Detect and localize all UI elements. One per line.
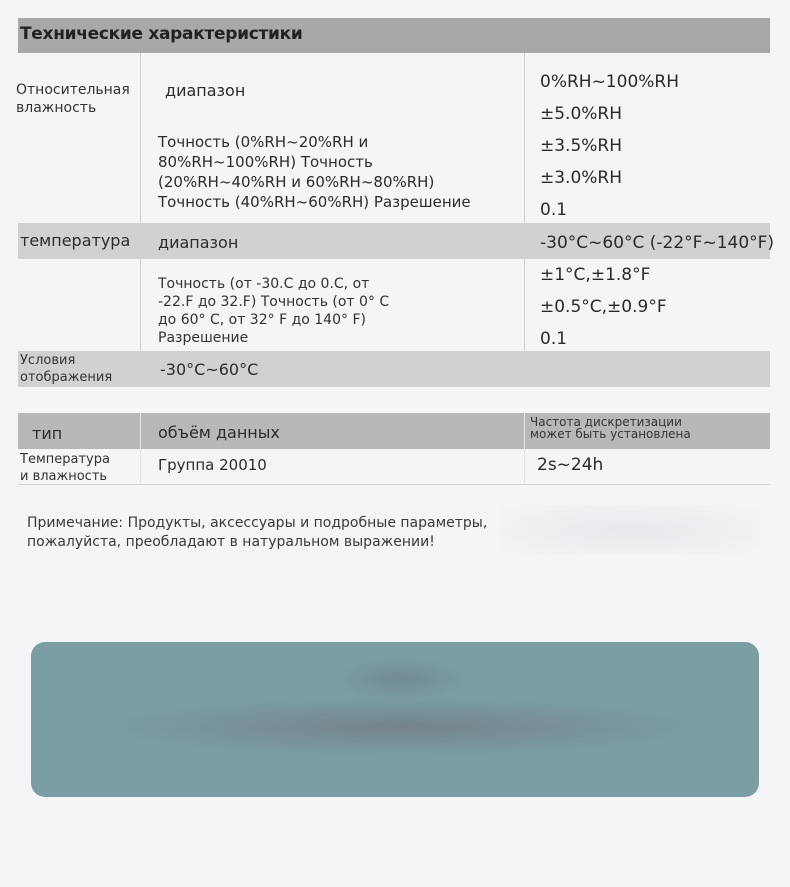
temperature-accuracy-value: ±1°C,±1.8°F <box>540 265 651 285</box>
header-type: тип <box>32 424 63 443</box>
column-divider <box>140 259 141 351</box>
humidity-accuracy-value: ±5.0%RH <box>540 104 623 124</box>
header-sampling-rate: Частота дискретизации может быть установлена <box>530 415 691 441</box>
banner-blur-shape <box>331 657 471 702</box>
humidity-range-label: диапазон <box>165 81 246 100</box>
row-sampling-rate: 2s~24h <box>537 455 604 475</box>
humidity-label: Относительная влажность <box>16 82 130 116</box>
temperature-accuracy-value: ±0.5°C,±0.9°F <box>540 297 667 317</box>
temperature-range-label: диапазон <box>158 233 239 252</box>
display-conditions-row <box>18 351 770 387</box>
table-bottom-border <box>18 484 770 485</box>
footnote: Примечание: Продукты, аксессуары и подробные параметры, пожалуйста, преобладают в натуральном выражении! <box>27 515 488 550</box>
header-data-volume: объём данных <box>158 423 280 442</box>
humidity-range-value: 0%RH~100%RH <box>540 72 680 92</box>
column-divider <box>524 259 525 351</box>
temperature-range-value: -30°C~60°C (-22°F~140°F) <box>540 233 775 253</box>
temperature-label: температура <box>20 231 131 250</box>
display-conditions-label: Условия отображения <box>20 353 113 385</box>
humidity-accuracy-value: ±3.0%RH <box>540 168 623 188</box>
humidity-accuracy-text: Точность (0%RH~20%RH и 80%RH~100%RH) Точность (20%RH~40%RH и 60%RH~80%RH) Точность (40%RH~60%RH) Разрешение <box>158 133 471 211</box>
temperature-accuracy-text: Точность (от -30.C до 0.C, от -22.F до 32.F) Точность (от 0° C до 60° C, от 32° F до 140° F) Разрешение <box>158 276 390 346</box>
banner-blur-shape <box>91 697 711 757</box>
temperature-resolution-value: 0.1 <box>540 329 568 349</box>
section-title: Технические характеристики <box>20 24 303 44</box>
display-conditions-value: -30°C~60°C <box>160 360 259 379</box>
humidity-resolution-value: 0.1 <box>540 200 568 220</box>
humidity-accuracy-value: ±3.5%RH <box>540 136 623 156</box>
blurred-area <box>500 505 760 555</box>
column-divider <box>524 53 525 223</box>
column-divider <box>140 413 141 484</box>
blurred-banner-image <box>31 642 759 797</box>
row-data-volume: Группа 20010 <box>158 456 267 474</box>
column-divider <box>524 413 525 484</box>
column-divider <box>140 53 141 223</box>
row-type: Температура и влажность <box>20 452 110 484</box>
